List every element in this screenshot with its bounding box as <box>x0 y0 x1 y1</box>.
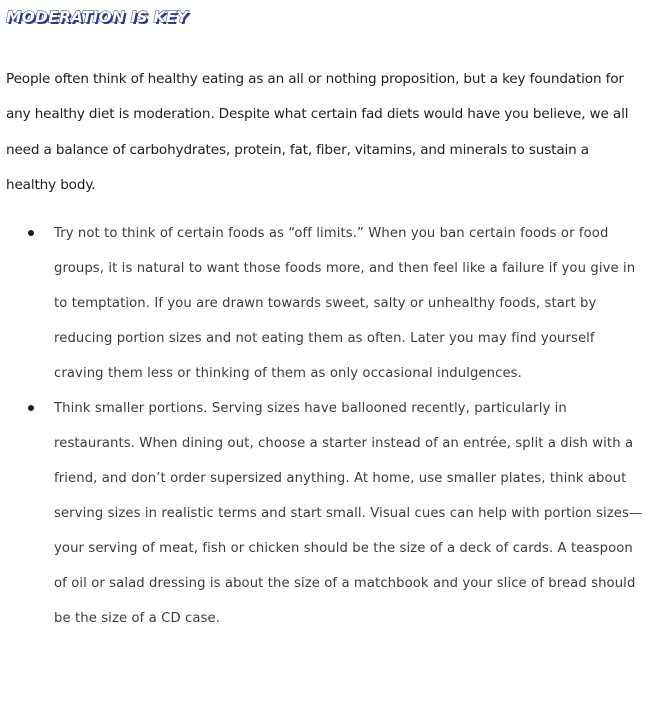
bullet-list <box>0 216 647 636</box>
bullet-dot-icon <box>28 230 34 236</box>
bullet-text: Try not to think of certain foods as “off limits.” When you ban certain foods or food groups, it is natural to want those foods more, and then feel like a failure if you give in to temptation. If you are drawn towards sweet, salty or unhealthy foods, start by reducing portion sizes and not eating them as often. Later you may find yourself craving them less or thinking of them as only occasional indulgences. <box>54 226 636 381</box>
bullet-dot-icon <box>28 405 34 411</box>
list-item <box>0 216 643 391</box>
list-item <box>0 391 643 636</box>
bullet-text: Think smaller portions. Serving sizes have ballooned recently, particularly in restaurants. When dining out, choose a starter instead of an entrée, split a dish with a friend, and don’t order supersized anything. At home, use smaller plates, think about serving sizes in realistic terms and start small. Visual cues can help with portion sizes—your serving of meat, fish or chicken should be the size of a deck of cards. A teaspoon of oil or salad dressing is about the size of a matchbook and your slice of bread should be the size of a CD case. <box>54 401 643 626</box>
intro-paragraph: People often think of healthy eating as an all or nothing proposition, but a key foundation for any healthy diet is moderation. Despite what certain fad diets would have you believe, we all need a balance of carbohydrates, protein, fat, fiber, vitamins, and minerals to sustain a healthy body. <box>6 71 629 193</box>
document-title: MODERATION IS KEY <box>6 8 188 26</box>
